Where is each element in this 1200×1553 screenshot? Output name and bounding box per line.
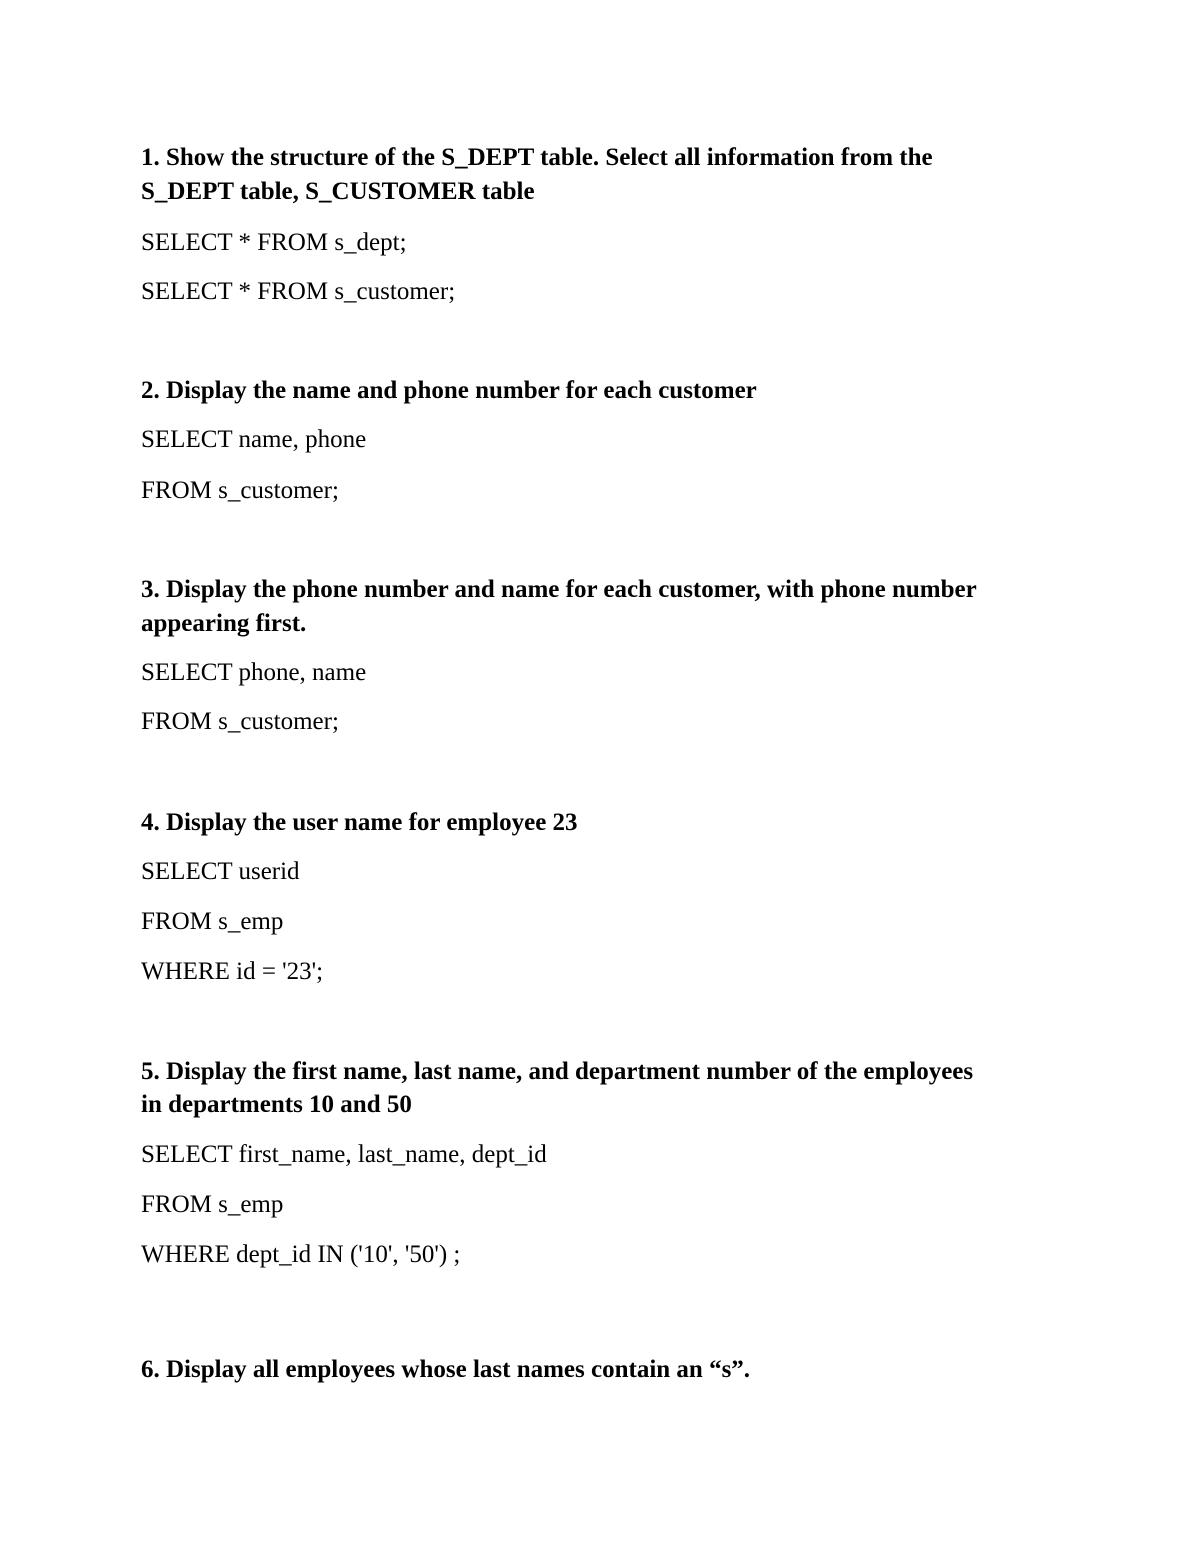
question-1-line-2: S_DEPT table, S_CUSTOMER table [141, 178, 535, 205]
question-3-line-2: appearing first. [141, 610, 307, 637]
question-3-line-1: 3. Display the phone number and name for each customer, with phone number [141, 576, 977, 603]
answer-1-code-line-2: SELECT * FROM s_customer; [141, 278, 456, 305]
answer-3-code-line-2: FROM s_customer; [141, 708, 339, 735]
answer-3-code-line-1: SELECT phone, name [141, 659, 367, 686]
question-4-line-1: 4. Display the user name for employee 23 [141, 809, 578, 836]
question-5-line-2: in departments 10 and 50 [141, 1091, 412, 1118]
answer-2-code-line-1: SELECT name, phone [141, 426, 367, 453]
question-6-line-1: 6. Display all employees whose last names contain an “s”. [141, 1356, 751, 1383]
answer-4-code-line-3: WHERE id = '23'; [141, 958, 324, 985]
question-2-line-1: 2. Display the name and phone number for each customer [141, 377, 757, 404]
answer-4-code-line-2: FROM s_emp [141, 908, 284, 935]
answer-4-code-line-1: SELECT userid [141, 858, 300, 885]
answer-2-code-line-2: FROM s_customer; [141, 477, 339, 504]
answer-1-code-line-1: SELECT * FROM s_dept; [141, 229, 407, 256]
answer-5-code-line-1: SELECT first_name, last_name, dept_id [141, 1141, 547, 1168]
answer-5-code-line-3: WHERE dept_id IN ('10', '50') ; [141, 1241, 461, 1268]
question-1-line-1: 1. Show the structure of the S_DEPT table. Select all information from the [141, 144, 933, 171]
answer-5-code-line-2: FROM s_emp [141, 1191, 284, 1218]
question-5-line-1: 5. Display the first name, last name, and department number of the employees [141, 1058, 974, 1085]
